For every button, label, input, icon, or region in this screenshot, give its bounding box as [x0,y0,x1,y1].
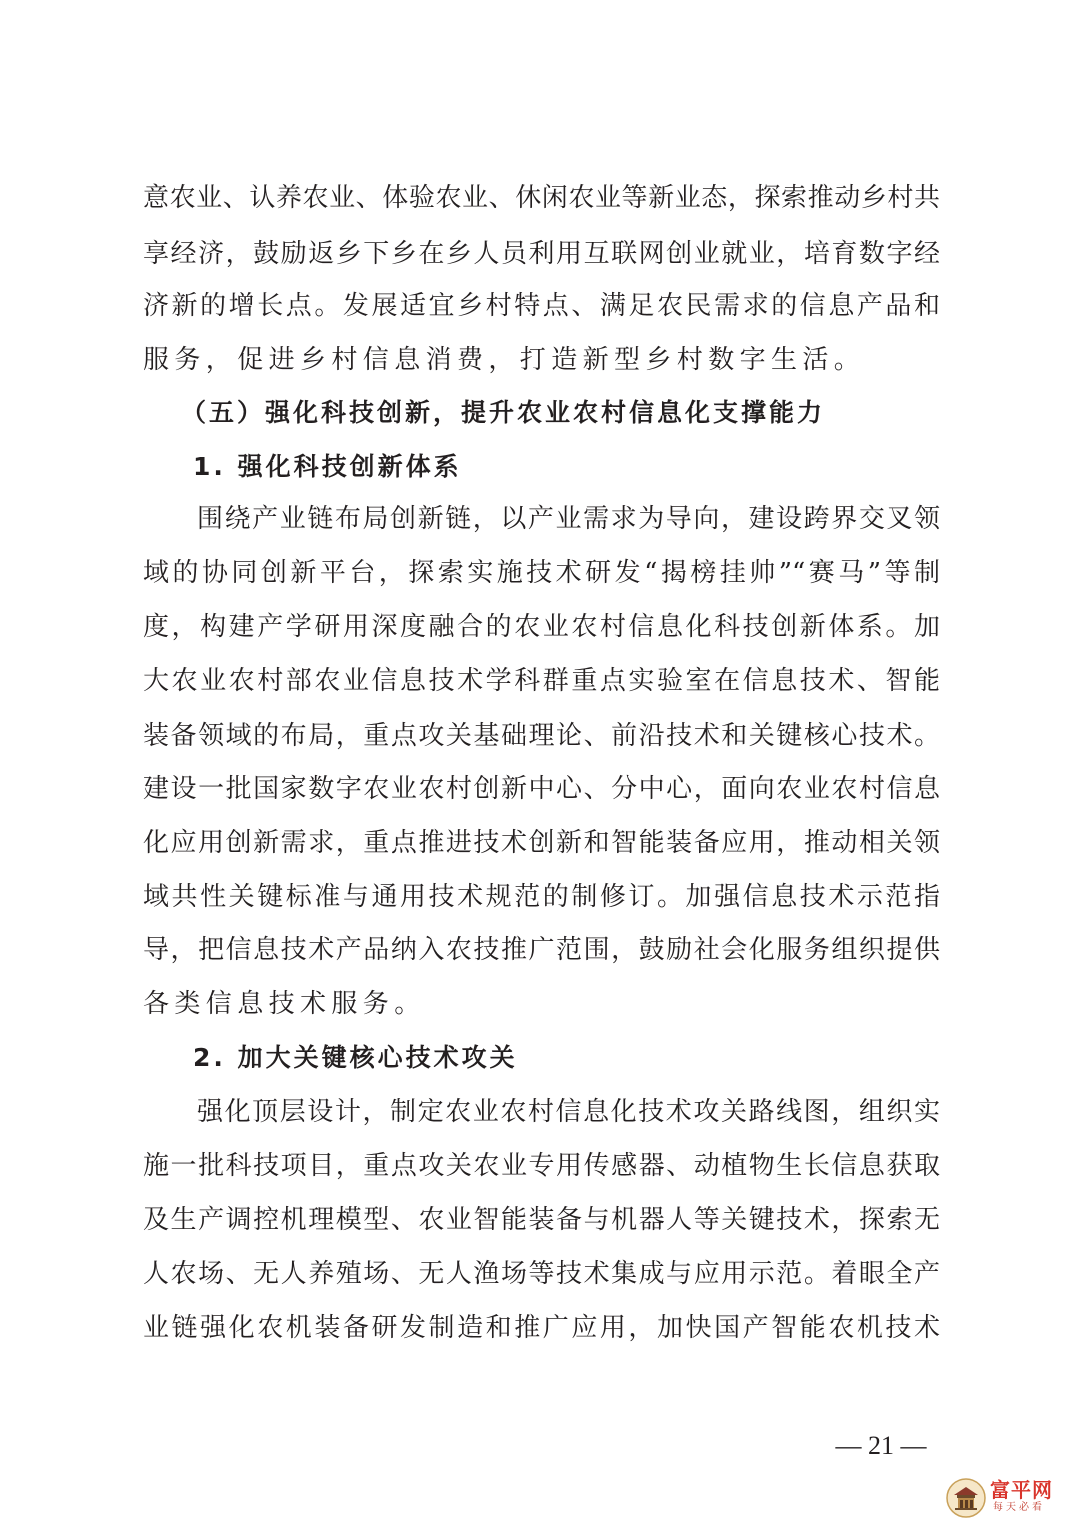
paragraph-line: 域共性关键标准与通用技术规范的制修订。加强信息技术示范指 [143,882,940,912]
paragraph-line: 建设一批国家数字农业农村创新中心、分中心，面向农业农村信息 [143,774,940,804]
paragraph-line: 域的协同创新平台，探索实施技术研发“揭榜挂帅”“赛马”等制 [143,558,940,588]
paragraph-line: 围绕产业链布局创新链，以产业需求为导向，建设跨界交叉领 [197,504,940,534]
paragraph-line: 服务，促进乡村信息消费，打造新型乡村数字生活。 [143,345,866,375]
paragraph-line: 各类信息技术服务。 [143,989,426,1019]
watermark-title: 富平网 [990,1478,1053,1502]
paragraph-line: 强化顶层设计，制定农业农村信息化技术攻关路线图，组织实 [197,1097,940,1127]
paragraph-line: 大农业农村部农业信息技术学科群重点实验室在信息技术、智能 [143,666,940,696]
paragraph-line: 化应用创新需求，重点推进技术创新和智能装备应用，推动相关领 [143,828,940,858]
paragraph-line: 业链强化农机装备研发制造和推广应用，加快国产智能农机技术 [143,1313,940,1343]
paragraph-line: 施一批科技项目，重点攻关农业专用传感器、动植物生长信息获取 [143,1151,940,1181]
paragraph-line: 及生产调控机理模型、农业智能装备与机器人等关键技术，探索无 [143,1205,940,1235]
paragraph-line: 度，构建产学研用深度融合的农业农村信息化科技创新体系。加 [143,612,940,642]
section-heading: （五）强化科技创新，提升农业农村信息化支撑能力 [181,398,826,427]
watermark-subtitle: 每天必看 [993,1502,1045,1513]
subsection-heading-2: 2. 加大关键核心技术攻关 [193,1043,518,1072]
page-number: — 21 — [835,1431,927,1460]
paragraph-line: 装备领域的布局，重点攻关基础理论、前沿技术和关键核心技术。 [143,721,940,751]
paragraph-line: 导，把信息技术产品纳入农技推广范围，鼓励社会化服务组织提供 [143,935,940,965]
paragraph-line: 济新的增长点。发展适宜乡村特点、满足农民需求的信息产品和 [143,291,940,321]
site-watermark [946,1478,1066,1518]
building-icon [946,1478,986,1518]
paragraph-line: 享经济，鼓励返乡下乡在乡人员利用互联网创业就业，培育数字经 [143,239,940,269]
subsection-heading-1: 1. 强化科技创新体系 [193,452,462,481]
paragraph-line: 人农场、无人养殖场、无人渔场等技术集成与应用示范。着眼全产 [143,1259,940,1289]
paragraph-line: 意农业、认养农业、体验农业、休闲农业等新业态，探索推动乡村共 [143,183,940,213]
